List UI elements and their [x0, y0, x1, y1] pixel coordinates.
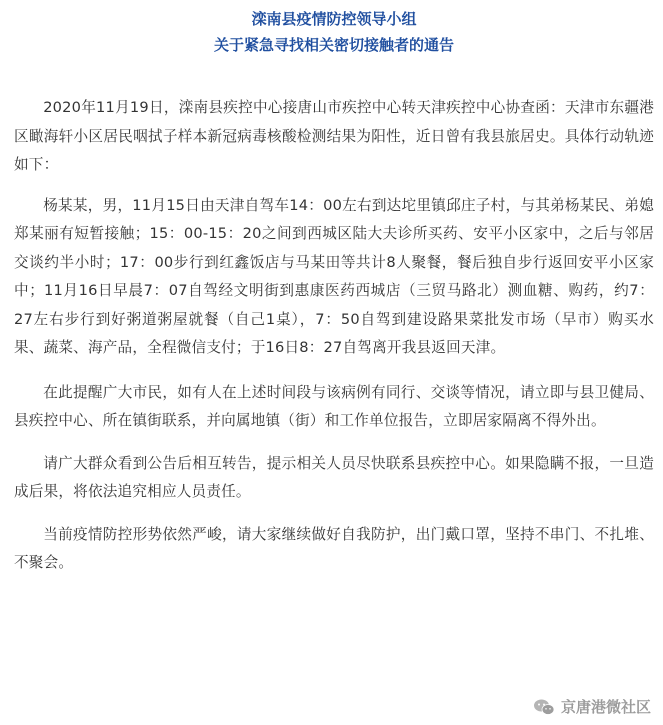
title-line-2: 关于紧急寻找相关密切接触者的通告	[213, 36, 454, 54]
paragraph-reminder: 在此提醒广大市民，如有人在上述时间段与该病例有同行、交谈等情况，请立即与县卫健局、县疾控中心、所在镇街联系，并向属地镇（街）和工作单位报告，立即居家隔离不得外出。	[14, 383, 654, 429]
title-line-1: 滦南县疫情防控领导小组	[251, 10, 417, 28]
paragraph-intro: 2020年11月19日，滦南县疾控中心接唐山市疾控中心转天津疾控中心协查函：天津市东疆港区瞰海轩小区居民咽拭子样本新冠病毒核酸检测结果为阳性，近日曾有我县旅居史。具体行动轨迹如下：	[14, 99, 654, 173]
watermark-text: 京唐港微社区	[560, 698, 651, 716]
document	[14, 0, 654, 578]
paragraph-share-notice: 请广大群众看到公告后相互转告，提示相关人员尽快联系县疾控中心。如果隐瞒不报，一旦造成后果，将依法追究相应人员责任。	[14, 454, 654, 500]
watermark	[533, 696, 651, 717]
paragraph-trajectory: 杨某某，男，11月15日由天津自驾车14：00左右到达坨里镇邱庄子村，与其弟杨某民、弟媳郑某丽有短暂接触；15：00-15：20之间到西城区陆大夫诊所买药、安平小区家中，之后与邻居交谈约半小时；17：00步行到红鑫饭店与马某田等共计8人聚餐，餐后独自步行返回安平小区家中；11月16日早晨7：07自驾经文明街到惠康医药西城店（三贸马路北）测血糖、购药，约7：27左右步行到好粥道粥屋就餐（自己1桌），7：50自驾到建设路果菜批发市场（早市）购买水果、蔬菜、海产品，全程微信支付；于16日8：27自驾离开我县返回天津。	[14, 196, 654, 356]
paragraph-prevention: 当前疫情防控形势依然严峻，请大家继续做好自我防护，出门戴口罩，坚持不串门、不扎堆、不聚会。	[14, 525, 654, 571]
wechat-icon	[533, 698, 555, 716]
